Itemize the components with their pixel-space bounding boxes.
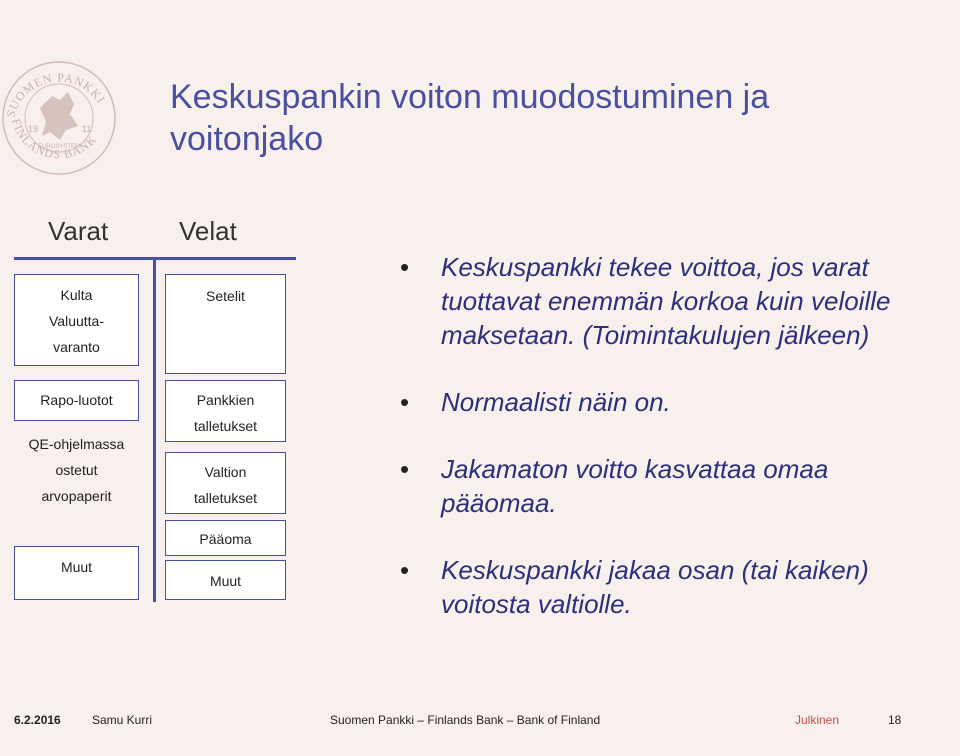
logo-text-bottom: FINLANDS BANK xyxy=(8,116,100,162)
assets-heading: Varat xyxy=(48,216,109,246)
asset-qe-line-1: QE-ohjelmassa xyxy=(28,436,125,452)
balance-center-line xyxy=(153,260,156,602)
footer-page-number: 18 xyxy=(888,713,902,727)
slide-title: Keskuspankin voiton muodostuminen ja voitonjako xyxy=(170,78,770,158)
liability-gov-deposits-line-1: Valtion xyxy=(204,464,247,480)
bullet-retained: • Jakamaton voitto kasvattaa omaa pääomaa. xyxy=(400,452,930,520)
footer-date: 6.2.2016 xyxy=(14,713,61,727)
liability-banknotes-box xyxy=(165,274,286,374)
asset-gold-line-2: Valuutta- xyxy=(49,313,104,329)
logo-text-top: SUOMEN PANKKI xyxy=(3,70,109,119)
liabilities-heading: Velat xyxy=(179,216,237,246)
asset-repo-box xyxy=(14,380,139,421)
asset-repo-label: Rapo-luotot xyxy=(40,392,113,408)
asset-qe-group xyxy=(14,431,139,509)
liability-capital-label: Pääoma xyxy=(199,531,252,547)
footer-classification: Julkinen xyxy=(795,713,840,727)
liability-banknotes-label: Setelit xyxy=(206,288,245,304)
asset-qe-line-3: arvopaperit xyxy=(41,488,112,504)
liability-gov-deposits-line-2: talletukset xyxy=(193,490,258,506)
asset-qe-line-2: ostetut xyxy=(55,462,98,478)
liability-other-label: Muut xyxy=(209,573,242,589)
liability-capital-box xyxy=(165,520,286,556)
logo-year-right: 11 xyxy=(82,124,92,134)
liability-gov-deposits-box xyxy=(165,452,286,514)
asset-gold-line-1: Kulta xyxy=(60,287,93,303)
liability-other-box xyxy=(165,560,286,600)
footer-organization: Suomen Pankki – Finlands Bank – Bank of Finland xyxy=(330,713,601,727)
logo-year-left: 19 xyxy=(28,124,39,134)
bullet-profit: • Keskuspankki tekee voittoa, jos varat tuottavat enemmän korkoa kuin veloille maksetaan. (Toimintakulujen jälkeen) xyxy=(400,250,930,352)
asset-other-box xyxy=(14,546,139,600)
bullet-distribution: • Keskuspankki jakaa osan (tai kaiken) voitosta valtiolle. xyxy=(400,553,930,621)
liability-bank-deposits-box xyxy=(165,380,286,442)
asset-gold-line-3: varanto xyxy=(53,339,100,355)
bullet-normally: • Normaalisti näin on. xyxy=(400,385,930,419)
bank-seal-logo xyxy=(0,48,118,178)
footer-author: Samu Kurri xyxy=(92,713,153,727)
asset-gold-fx-box xyxy=(14,274,139,366)
liability-bank-deposits-line-2: talletukset xyxy=(193,418,258,434)
liability-bank-deposits-line-1: Pankkien xyxy=(196,392,255,408)
asset-other-label: Muut xyxy=(60,559,93,575)
bullet-list xyxy=(400,250,930,621)
logo-text-inner: EUROSYSTEM xyxy=(37,144,81,150)
